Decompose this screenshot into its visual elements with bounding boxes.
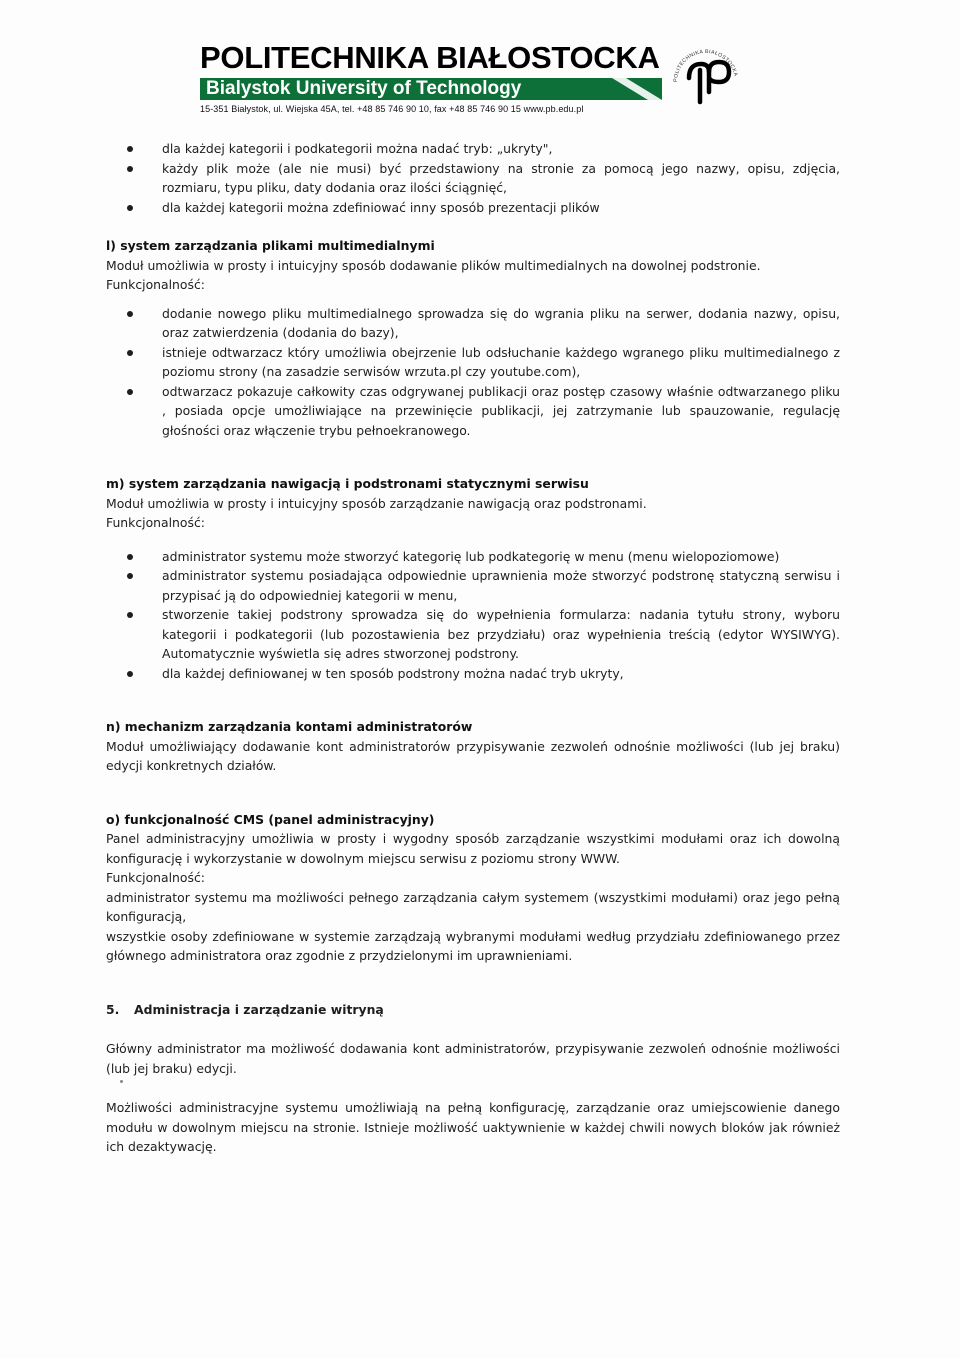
bullet-icon [127,166,133,172]
bullet-icon [127,311,133,317]
section-l-bullet-list [106,304,840,441]
list-item: administrator systemu posiadająca odpowiednie uprawnienia może stworzyć podstronę statyczną serwisu i przypisać ją do odpowiedniej kategorii w menu, [106,566,840,605]
scan-dot-mark [120,1080,123,1083]
section-m-description: Moduł umożliwia w prosty i intuicyjny sposób zarządzanie nawigacją oraz podstronami. [106,495,647,511]
section-m-functionality-label: Funkcjonalność: [106,515,205,530]
intro-bullet-list [106,139,840,217]
list-item: odtwarzacz pokazuje całkowity czas odgrywanej publikacji oraz postęp czasowy właśnie odtwarzanego pliku , posiada opcje umożliwiające na przewinięcie publikacji, jej zatrzymanie lub spauzowanie, regulację głośności oraz włączenie trybu pełnoekranowego. [106,382,840,441]
bullet-icon [127,146,133,152]
document-content [106,139,840,1157]
bar-slash-decoration [542,78,662,100]
section-5-paragraph-2: Możliwości administracyjne systemu umożliwiają na pełną konfigurację, zarządzanie oraz umiejscowienie danego modułu w dowolnym miejscu na stronie. Istnieje możliwość uaktywnienie w każdej chwili nowych bloków jak również ich dezaktywację. [106,1100,840,1154]
section-o-line-1: administrator systemu ma możliwości pełnego zarządzania całym systemem (wszystkimi modułami) oraz jego pełną konfiguracją, [106,889,840,924]
bullet-icon [127,573,133,579]
section-5-heading [106,1000,840,1020]
list-item: administrator systemu może stworzyć kategorię lub podkategorię w menu (menu wielopoziomowe) [106,547,840,567]
section-o-functionality-label: Funkcjonalność: [106,870,205,885]
university-english-bar [200,78,662,100]
bullet-icon [127,205,133,211]
list-item: dla każdej kategorii i podkategorii można nadać tryb: „ukryty", [106,139,840,159]
bullet-icon [127,554,133,560]
section-n-heading: n) mechanizm zarządzania kontami administratorów [106,719,473,734]
section-5-paragraph-1: Główny administrator ma możliwość dodawania kont administratorów, przypisywanie zezwoleń odnośnie możliwości (lub jej braku) edycji. [106,1041,840,1076]
university-address: 15-351 Białystok, ul. Wiejska 45A, tel. +48 85 746 90 10, fax +48 85 746 90 15 www.pb.edu.pl [200,104,584,114]
section-m-heading: m) system zarządzania nawigacją i podstronami statycznymi serwisu [106,476,589,491]
university-logo-icon [665,42,747,120]
section-n-description: Moduł umożliwiający dodawanie kont administratorów przypisywanie zezwoleń odnośnie możliwości (lub jej braku) edycji konkretnych działów. [106,738,840,773]
university-english-name: Bialystok University of Technology [206,78,522,99]
section-o-heading: o) funkcjonalność CMS (panel administracyjny) [106,811,435,827]
list-item: stworzenie takiej podstrony sprowadza się do wypełnienia formularza: nadania tytułu strony, wyboru kategorii i podkategorii (lub pozostawienia bez przydziału) oraz wypełnienia treścią (edytor WYSIWYG). Automatycznie wyświetla się adres stworzonej podstrony. [106,605,840,664]
logo-circle-text: POLITECHNIKA BIAŁOSTOCKA [672,48,739,83]
bullet-icon [127,612,133,618]
list-item: dodanie nowego pliku multimedialnego sprowadza się do wgrania pliku na serwer, dodania nazwy, opisu, oraz zatwierdzenia (dodania do bazy), [106,304,840,343]
bullet-icon [127,350,133,356]
section-m-bullet-list [106,547,840,684]
section-o-description: Panel administracyjny umożliwia w prosty i wygodny sposób zarządzanie wszystkimi modułami oraz ich dowolną konfigurację i wykorzystanie w dowolnym miejscu serwisu z poziomu strony WWW. [106,831,840,866]
section-l-heading: l) system zarządzania plikami multimedialnymi [106,238,435,253]
section-5-number: 5. [106,1001,120,1017]
university-name: POLITECHNIKA BIAŁOSTOCKA [200,40,660,75]
list-item: istnieje odtwarzacz który umożliwia obejrzenie lub odsłuchanie każdego wgranego pliku multimedialnego z poziomu strony (na zasadzie serwisów wrzuta.pl czy youtube.com), [106,343,840,382]
bullet-icon [127,389,133,395]
list-item: dla każdej kategorii można zdefiniować inny sposób prezentacji plików [106,198,840,218]
section-5-title: Administracja i zarządzanie witryną [134,1001,384,1017]
section-l-functionality-label: Funkcjonalność: [106,277,205,292]
section-l-description: Moduł umożliwia w prosty i intuicyjny sposób dodawanie plików multimedialnych na dowolnej podstronie. [106,257,761,273]
bullet-icon [127,671,133,677]
list-item: każdy plik może (ale nie musi) być przedstawiony na stronie za pomocą jego nazwy, opisu, zdjęcia, rozmiaru, typu pliku, daty dodania oraz ilości ściągnięć, [106,159,840,198]
section-o-line-2: wszystkie osoby zdefiniowane w systemie zarządzają wybranymi modułami według przydziału zdefiniowanego przez głównego administratora oraz zgodnie z przydzielonymi im uprawnieniami. [106,928,840,963]
list-item: dla każdej definiowanej w ten sposób podstrony można nadać tryb ukryty, [106,664,840,684]
